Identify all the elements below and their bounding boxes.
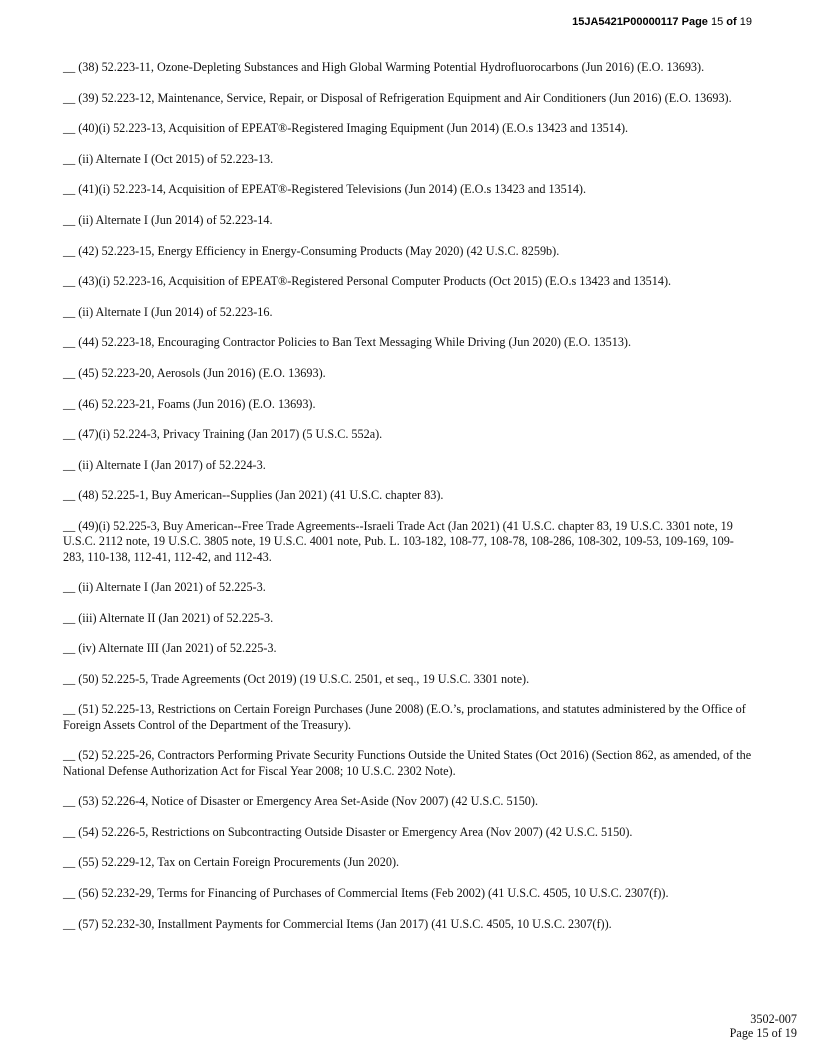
clause-item: __ (43)(i) 52.223-16, Acquisition of EPEAT®-Registered Personal Computer Products (Oct 2015) (E.O.s 13423 and 13514).	[63, 274, 672, 289]
clause-item: __ (48) 52.225-1, Buy American--Supplies (Jan 2021) (41 U.S.C. chapter 83).	[63, 488, 444, 503]
clause-item: __ (ii) Alternate I (Jun 2014) of 52.223-14.	[63, 212, 273, 227]
page-footer	[730, 1012, 797, 1040]
clause-item: __ (iii) Alternate II (Jan 2021) of 52.225-3.	[63, 610, 274, 625]
clause-item: __ (46) 52.223-21, Foams (Jun 2016) (E.O. 13693).	[63, 396, 316, 411]
footer-page-label: Page 15 of 19	[729, 1026, 797, 1040]
clause-list	[63, 60, 753, 947]
form-number: 3502-007	[750, 1012, 797, 1026]
clause-item: __ (41)(i) 52.223-14, Acquisition of EPEAT®-Registered Televisions (Jun 2014) (E.O.s 13423 and 13514).	[63, 182, 587, 197]
clause-item: __ (ii) Alternate I (Jan 2017) of 52.224-3.	[63, 457, 266, 472]
clause-item: __ (iv) Alternate III (Jan 2021) of 52.225-3.	[63, 641, 277, 656]
clause-item: __ (49)(i) 52.225-3, Buy American--Free Trade Agreements--Israeli Trade Act (Jan 2021) (41 U.S.C. chapter 83, 19 U.S.C. 3301 note, 19 U.S.C. 2112 note, 19 U.S.C. 3805 note, 19 U.S.C. 4001 note, Pub. L. 103-182, 108-77, 108-78, 108-286, 108-302, 109-53, 109-169, 109-283, 110-138, 112-41, 112-42, and 112-43.	[63, 518, 734, 564]
page-header	[572, 16, 752, 28]
clause-item: __ (51) 52.225-13, Restrictions on Certain Foreign Purchases (June 2008) (E.O.’s, proclamations, and statutes administered by the Office of Foreign Assets Control of the Department of the Treasury).	[63, 702, 746, 732]
page-number: 15	[710, 16, 724, 28]
clause-item: __ (53) 52.226-4, Notice of Disaster or Emergency Area Set-Aside (Nov 2007) (42 U.S.C. 5150).	[63, 794, 538, 809]
clause-item: __ (40)(i) 52.223-13, Acquisition of EPEAT®-Registered Imaging Equipment (Jun 2014) (E.O.s 13423 and 13514).	[63, 121, 629, 136]
clause-item: __ (52) 52.225-26, Contractors Performing Private Security Functions Outside the United States (Oct 2016) (Section 862, as amended, of the National Defense Authorization Act for Fiscal Year 2008; 10 U.S.C. 2302 Note).	[63, 748, 752, 778]
document-id: 15JA5421P00000117	[572, 16, 679, 28]
clause-item: __ (42) 52.223-15, Energy Efficiency in Energy-Consuming Products (May 2020) (42 U.S.C. 8259b).	[63, 243, 560, 258]
clause-item: __ (55) 52.229-12, Tax on Certain Foreign Procurements (Jun 2020).	[63, 855, 400, 870]
clause-item: __ (ii) Alternate I (Oct 2015) of 52.223-13.	[63, 151, 274, 166]
page-word: Page	[681, 16, 708, 28]
clause-item: __ (56) 52.232-29, Terms for Financing of Purchases of Commercial Items (Feb 2002) (41 U.S.C. 4505, 10 U.S.C. 2307(f)).	[63, 886, 669, 901]
clause-item: __ (ii) Alternate I (Jan 2021) of 52.225-3.	[63, 580, 266, 595]
clause-item: __ (47)(i) 52.224-3, Privacy Training (Jan 2017) (5 U.S.C. 552a).	[63, 427, 383, 442]
clause-item: __ (44) 52.223-18, Encouraging Contractor Policies to Ban Text Messaging While Driving (Jun 2020) (E.O. 13513).	[63, 335, 632, 350]
clause-item: __ (57) 52.232-30, Installment Payments for Commercial Items (Jan 2017) (41 U.S.C. 4505, 10 U.S.C. 2307(f)).	[63, 916, 612, 931]
clause-item: __ (38) 52.223-11, Ozone-Depleting Substances and High Global Warming Potential Hydrofluorocarbons (Jun 2016) (E.O. 13693).	[63, 60, 705, 74]
of-word: of	[726, 16, 737, 28]
clause-item: __ (ii) Alternate I (Jun 2014) of 52.223-16.	[63, 304, 273, 319]
clause-item: __ (45) 52.223-20, Aerosols (Jun 2016) (E.O. 13693).	[63, 365, 326, 380]
clause-item: __ (39) 52.223-12, Maintenance, Service, Repair, or Disposal of Refrigeration Equipment and Air Conditioners (Jun 2016) (E.O. 13693).	[63, 90, 732, 105]
page-total: 19	[739, 16, 752, 28]
clause-item: __ (50) 52.225-5, Trade Agreements (Oct 2019) (19 U.S.C. 2501, et seq., 19 U.S.C. 3301 note).	[63, 671, 530, 686]
clause-item: __ (54) 52.226-5, Restrictions on Subcontracting Outside Disaster or Emergency Area (Nov 2007) (42 U.S.C. 5150).	[63, 824, 633, 839]
